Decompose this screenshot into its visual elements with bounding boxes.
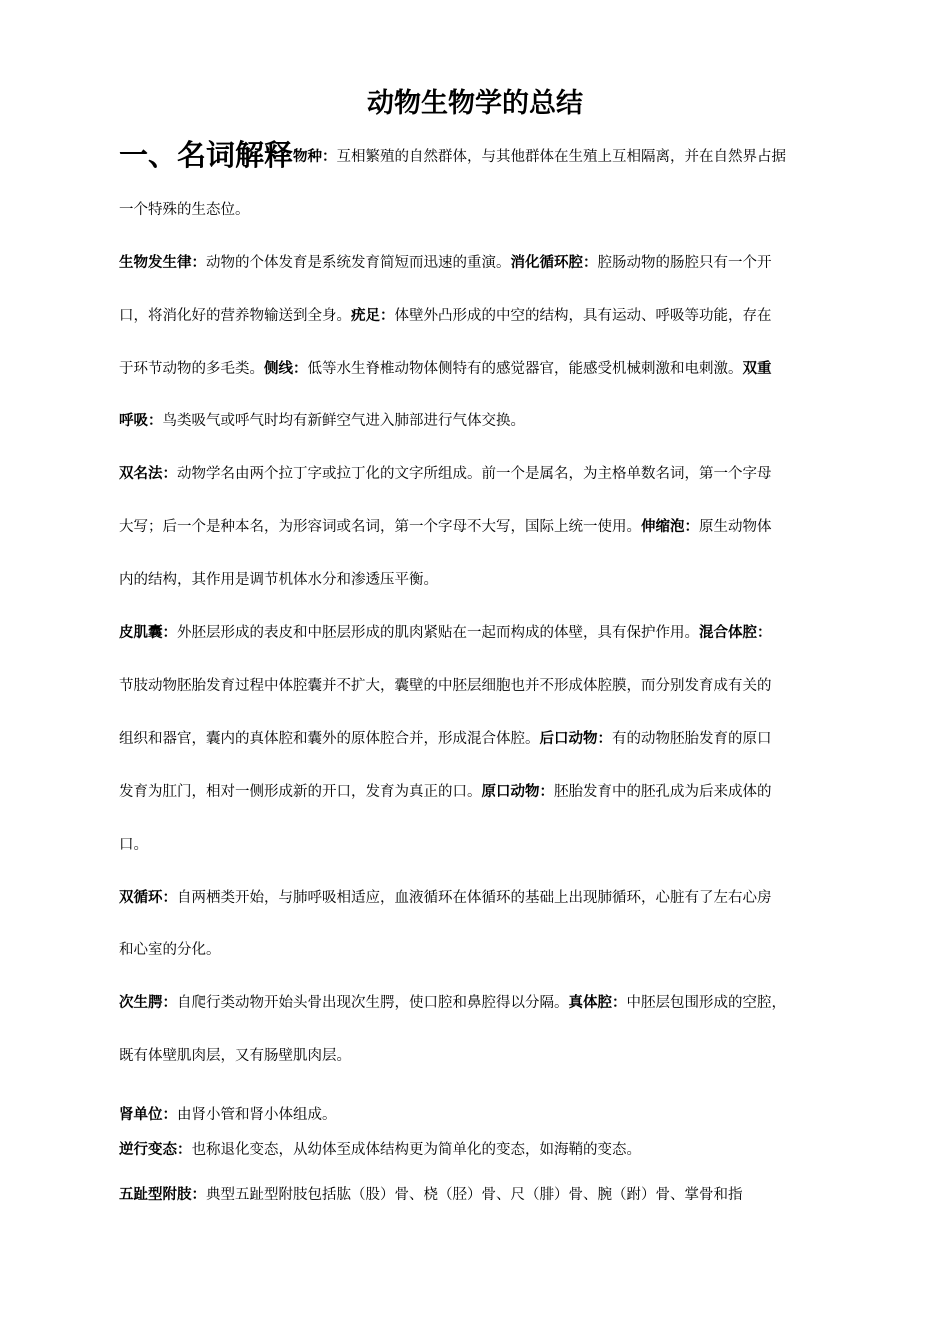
definition-text: 口。 <box>119 837 148 853</box>
section-heading: 一、名词解释 <box>119 138 294 172</box>
text-line <box>119 199 837 221</box>
definition-text: 发育为肛门，相对一侧形成新的开口，发育为真正的口。 <box>119 784 482 800</box>
term-label: 后口动物： <box>539 731 612 747</box>
definition-text: 于环节动物的多毛类。 <box>119 361 264 377</box>
text-line <box>119 1139 837 1161</box>
text-line <box>119 305 837 327</box>
term-label: 混合体腔： <box>699 625 772 641</box>
definition-text: 典型五趾型附肢包括肱（股）骨、桡（胫）骨、尺（腓）骨、腕（跗）骨、掌骨和指 <box>206 1187 743 1203</box>
term-label: 疣足： <box>351 308 395 324</box>
definition-text: 口，将消化好的营养物输送到全身。 <box>119 308 351 324</box>
definition-text: 胚胎发育中的胚孔成为后来成体的 <box>554 784 772 800</box>
definition-text: 和心室的分化。 <box>119 942 221 958</box>
term-label: 双重 <box>742 361 772 377</box>
definition-text: 自两栖类开始，与肺呼吸相适应，血液循环在体循环的基础上出现肺循环，心脏有了左右心房 <box>177 890 772 906</box>
text-line <box>119 887 837 909</box>
text-line <box>119 410 837 432</box>
definition-text: 低等水生脊椎动物体侧特有的感觉器官，能感受机械刺激和电刺激。 <box>307 361 743 377</box>
text-line <box>119 463 837 485</box>
term-label: 物种： <box>293 149 337 165</box>
text-line <box>119 728 837 750</box>
text-line <box>119 1045 837 1067</box>
text-line <box>119 358 837 380</box>
text-line <box>119 939 837 961</box>
term-label: 伸缩泡： <box>641 519 699 535</box>
term-label: 次生腭： <box>119 995 177 1011</box>
definition-text: 一个特殊的生态位。 <box>119 202 250 218</box>
definition-text: 有的动物胚胎发育的原口 <box>612 731 772 747</box>
term-label: 真体腔： <box>568 995 627 1011</box>
term-label: 消化循环腔： <box>510 255 598 271</box>
term-label: 逆行变态： <box>119 1142 192 1158</box>
definition-text: 节肢动物胚胎发育过程中体腔囊并不扩大，囊壁的中胚层细胞也并不形成体腔膜，而分别发育成有关的 <box>119 678 772 694</box>
text-line <box>119 1184 837 1206</box>
text-line <box>119 781 837 803</box>
definition-text: 原生动物体 <box>699 519 772 535</box>
document-title: 动物生物学的总结 <box>367 88 583 119</box>
text-line <box>119 622 837 644</box>
term-label: 双名法： <box>119 466 177 482</box>
text-line <box>119 516 837 538</box>
definition-text: 内的结构，其作用是调节机体水分和渗透压平衡。 <box>119 572 438 588</box>
term-label: 五趾型附肢： <box>119 1187 206 1203</box>
definition-text: 外胚层形成的表皮和中胚层形成的肌肉紧贴在一起而构成的体壁，具有保护作用。 <box>177 625 699 641</box>
definition-text: 动物的个体发育是系统发育简短而迅速的重演。 <box>206 255 511 271</box>
definition-text: 既有体壁肌肉层，又有肠壁肌肉层。 <box>119 1048 351 1064</box>
term-label: 肾单位： <box>119 1107 177 1123</box>
definition-text: 也称退化变态，从幼体至成体结构更为简单化的变态，如海鞘的变态。 <box>191 1142 641 1158</box>
text-line <box>119 992 837 1014</box>
text-line <box>119 569 837 591</box>
definition-text: 体壁外凸形成的中空的结构，具有运动、呼吸等功能，存在 <box>394 308 772 324</box>
definition-text: 组织和器官，囊内的真体腔和囊外的原体腔合并，形成混合体腔。 <box>119 731 540 747</box>
definition-text: 中胚层包围形成的空腔， <box>626 995 786 1011</box>
term-label: 双循环： <box>119 890 177 906</box>
text-line <box>119 834 837 856</box>
text-line <box>119 1104 837 1126</box>
term-label: 皮肌囊： <box>119 625 177 641</box>
definition-text: 由肾小管和肾小体组成。 <box>177 1107 337 1123</box>
term-label: 生物发生律： <box>119 255 206 271</box>
term-label: 呼吸： <box>119 413 163 429</box>
text-line <box>119 252 837 274</box>
text-line <box>119 138 837 172</box>
definition-text: 自爬行类动物开始头骨出现次生腭，使口腔和鼻腔得以分隔。 <box>177 995 569 1011</box>
definition-text: 互相繁殖的自然群体，与其他群体在生殖上互相隔离，并在自然界占据 <box>336 149 787 165</box>
term-label: 侧线： <box>264 361 308 377</box>
definition-text: 鸟类吸气或呼气时均有新鲜空气进入肺部进行气体交换。 <box>162 413 525 429</box>
term-label: 原口动物： <box>481 784 554 800</box>
definition-text: 大写；后一个是种本名，为形容词或名词，第一个字母不大写，国际上统一使用。 <box>119 519 641 535</box>
text-line <box>119 675 837 697</box>
definition-text: 腔肠动物的肠腔只有一个开 <box>597 255 772 271</box>
definition-text: 动物学名由两个拉丁字或拉丁化的文字所组成。前一个是属名，为主格单数名词，第一个字母 <box>177 466 772 482</box>
